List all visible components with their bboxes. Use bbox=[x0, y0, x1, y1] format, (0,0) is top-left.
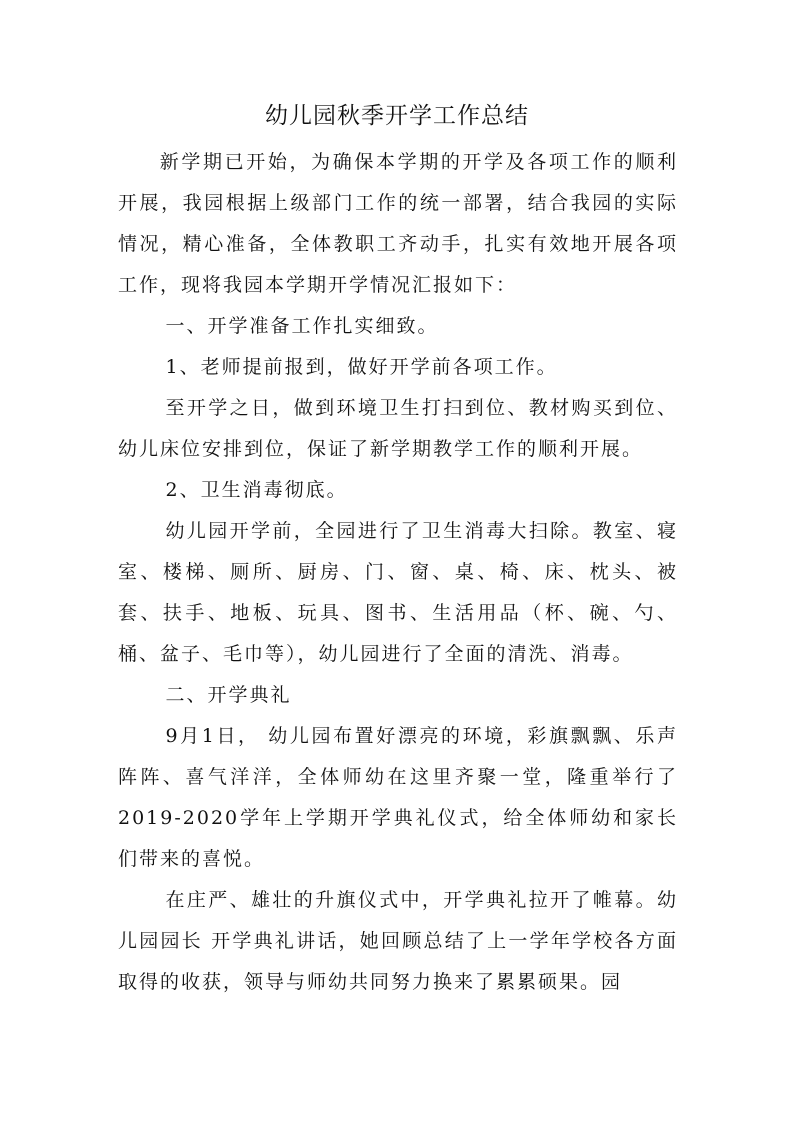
document-body bbox=[118, 142, 678, 1003]
heading-section-1: 一、开学准备工作扎实细致。 bbox=[165, 315, 439, 337]
paragraph-intro: 新学期已开始，为确保本学期的开学及各项工作的顺利开展，我园根据上级部门工作的统一部署，结合我园的实际情况，精心准备，全体教职工齐动手，扎实有效地开展各项工作，现将我园本学期开学情况汇报如下： bbox=[118, 151, 678, 296]
subheading-2: 2、卫生消毒彻底。 bbox=[165, 479, 348, 501]
paragraph-flag-raising: 在庄严、雄壮的升旗仪式中，开学典礼拉开了帷幕。幼儿园园长 开学典礼讲话，她回顾总结了上一学年学校各方面取得的收获，领导与师幼共同努力换来了累累硕果。园 bbox=[118, 889, 678, 993]
paragraph-disinfection: 幼儿园开学前，全园进行了卫生消毒大扫除。教室、寝室、楼梯、厕所、厨房、门、窗、桌、椅、床、枕头、被套、扶手、地板、玩具、图书、生活用品（杯、碗、勺、桶、盆子、毛巾等），幼儿园进行了全面的清洗、消毒。 bbox=[118, 520, 678, 665]
paragraph-preparation: 至开学之日，做到环境卫生打扫到位、教材购买到位、幼儿床位安排到位，保证了新学期教学工作的顺利开展。 bbox=[118, 397, 678, 460]
subheading-1: 1、老师提前报到，做好开学前各项工作。 bbox=[165, 356, 558, 378]
document-title: 幼儿园秋季开学工作总结 bbox=[265, 103, 529, 129]
paragraph-ceremony: 9月1日， 幼儿园布置好漂亮的环境，彩旗飘飘、乐声阵阵、喜气洋洋，全体师幼在这里齐聚一堂，隆重举行了2019-2020学年上学期开学典礼仪式，给全体师幼和家长们带来的喜悦。 bbox=[118, 725, 678, 870]
heading-section-2: 二、开学典礼 bbox=[165, 684, 292, 706]
